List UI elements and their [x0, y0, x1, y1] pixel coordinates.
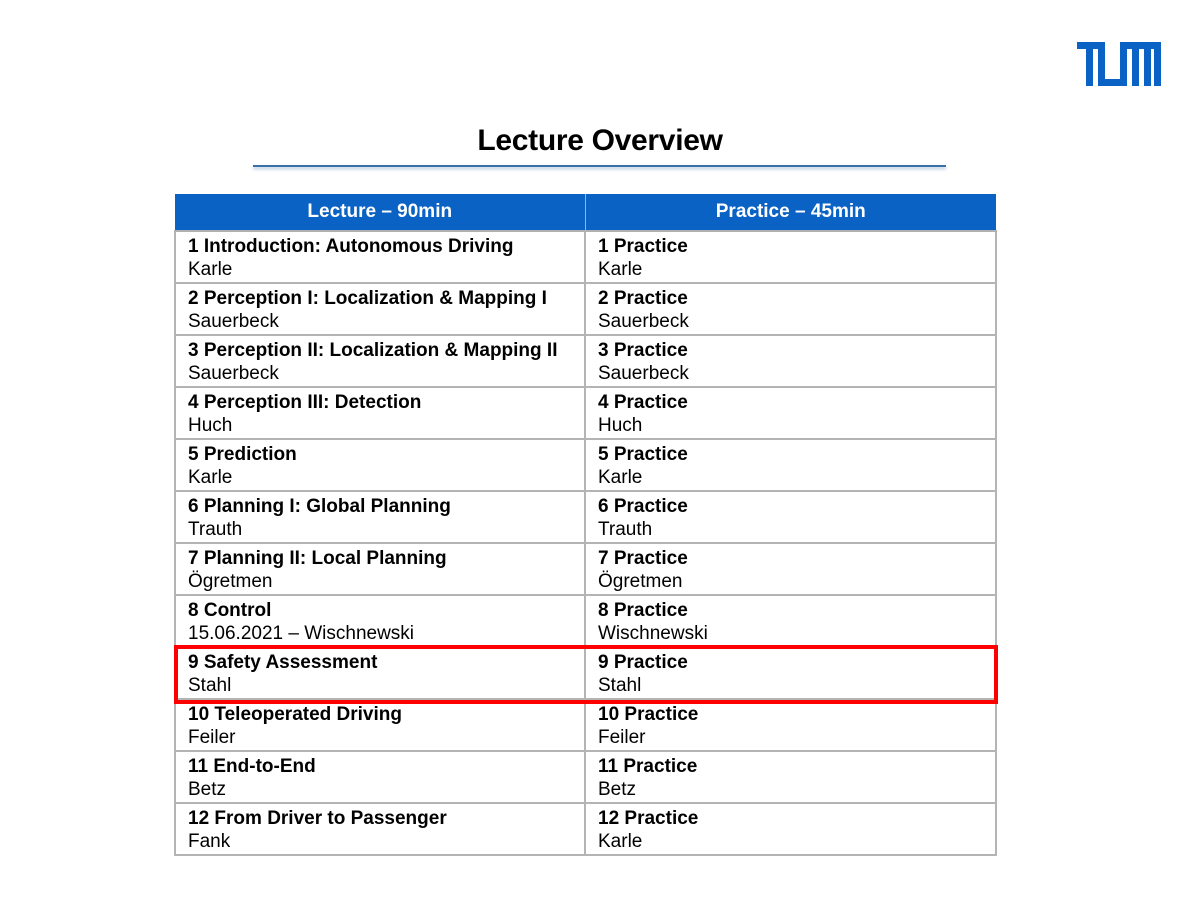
practice-title: 8 Practice — [598, 600, 688, 621]
table-row — [175, 543, 996, 595]
table-row — [175, 231, 996, 283]
practice-title: 3 Practice — [598, 340, 688, 361]
table-row — [175, 751, 996, 803]
practice-presenter: Karle — [598, 467, 643, 488]
practice-title: 2 Practice — [598, 288, 688, 309]
practice-cell — [585, 387, 996, 439]
practice-title: 1 Practice — [598, 236, 688, 257]
practice-presenter: Trauth — [598, 519, 653, 540]
lecture-overview-table — [174, 194, 997, 856]
table-row — [175, 803, 996, 855]
practice-cell — [585, 491, 996, 543]
lecture-cell — [175, 231, 585, 283]
lecture-title: 6 Planning I: Global Planning — [188, 496, 451, 517]
table-header-row — [175, 194, 996, 231]
lecture-title: 4 Perception III: Detection — [188, 392, 422, 413]
lecture-title: 3 Perception II: Localization & Mapping II — [188, 340, 558, 361]
practice-title: 12 Practice — [598, 808, 699, 829]
table-row — [175, 439, 996, 491]
practice-title: 4 Practice — [598, 392, 688, 413]
practice-cell — [585, 335, 996, 387]
lecture-presenter: 15.06.2021 – Wischnewski — [188, 623, 415, 644]
table-row — [175, 283, 996, 335]
table-row — [175, 699, 996, 751]
lecture-presenter: Karle — [188, 259, 233, 280]
lecture-presenter: Ögretmen — [188, 571, 273, 592]
practice-title: 5 Practice — [598, 444, 688, 465]
lecture-cell — [175, 543, 585, 595]
practice-title: 6 Practice — [598, 496, 688, 517]
table-row — [175, 387, 996, 439]
practice-title: 11 Practice — [598, 756, 698, 777]
table-row — [175, 335, 996, 387]
practice-presenter: Sauerbeck — [598, 311, 689, 332]
lecture-title: 9 Safety Assessment — [188, 652, 378, 673]
lecture-cell — [175, 439, 585, 491]
practice-cell — [585, 439, 996, 491]
practice-title: 9 Practice — [598, 652, 688, 673]
lecture-presenter: Sauerbeck — [188, 363, 279, 384]
lecture-title: 2 Perception I: Localization & Mapping I — [188, 288, 547, 309]
practice-presenter: Ögretmen — [598, 571, 683, 592]
practice-presenter: Wischnewski — [598, 623, 708, 644]
lecture-cell — [175, 751, 585, 803]
lecture-title: 7 Planning II: Local Planning — [188, 548, 447, 569]
header-lecture: Lecture – 90min — [175, 194, 585, 231]
lecture-title: 11 End-to-End — [188, 756, 316, 777]
header-practice: Practice – 45min — [585, 194, 996, 231]
lecture-cell — [175, 699, 585, 751]
practice-cell — [585, 543, 996, 595]
table-row — [175, 595, 996, 647]
practice-cell — [585, 231, 996, 283]
title-underline — [253, 165, 946, 167]
lecture-cell — [175, 595, 585, 647]
practice-presenter: Sauerbeck — [598, 363, 689, 384]
practice-presenter: Stahl — [598, 675, 642, 696]
practice-presenter: Feiler — [598, 727, 646, 748]
lecture-cell — [175, 491, 585, 543]
lecture-cell — [175, 803, 585, 855]
table-body — [175, 231, 996, 855]
lecture-title: 5 Prediction — [188, 444, 297, 465]
lecture-cell — [175, 335, 585, 387]
lecture-presenter: Trauth — [188, 519, 243, 540]
page-title: Lecture Overview — [477, 124, 723, 157]
lecture-cell — [175, 387, 585, 439]
lecture-title: 1 Introduction: Autonomous Driving — [188, 236, 514, 257]
practice-title: 10 Practice — [598, 704, 699, 725]
lecture-presenter: Karle — [188, 467, 233, 488]
table-row — [175, 647, 996, 699]
practice-cell — [585, 647, 996, 699]
practice-presenter: Karle — [598, 259, 643, 280]
lecture-presenter: Fank — [188, 831, 231, 852]
lecture-presenter: Huch — [188, 415, 233, 436]
lecture-presenter: Sauerbeck — [188, 311, 279, 332]
lecture-title: 8 Control — [188, 600, 272, 621]
practice-cell — [585, 595, 996, 647]
lecture-presenter: Stahl — [188, 675, 232, 696]
table-row — [175, 491, 996, 543]
lecture-presenter: Feiler — [188, 727, 236, 748]
practice-cell — [585, 699, 996, 751]
practice-presenter: Betz — [598, 779, 637, 800]
practice-cell — [585, 751, 996, 803]
lecture-cell — [175, 647, 585, 699]
practice-presenter: Karle — [598, 831, 643, 852]
practice-title: 7 Practice — [598, 548, 688, 569]
lecture-presenter: Betz — [188, 779, 227, 800]
practice-cell — [585, 283, 996, 335]
tum-logo — [1077, 42, 1161, 86]
practice-cell — [585, 803, 996, 855]
practice-presenter: Huch — [598, 415, 643, 436]
lecture-title: 10 Teleoperated Driving — [188, 704, 402, 725]
lecture-cell — [175, 283, 585, 335]
lecture-title: 12 From Driver to Passenger — [188, 808, 447, 829]
